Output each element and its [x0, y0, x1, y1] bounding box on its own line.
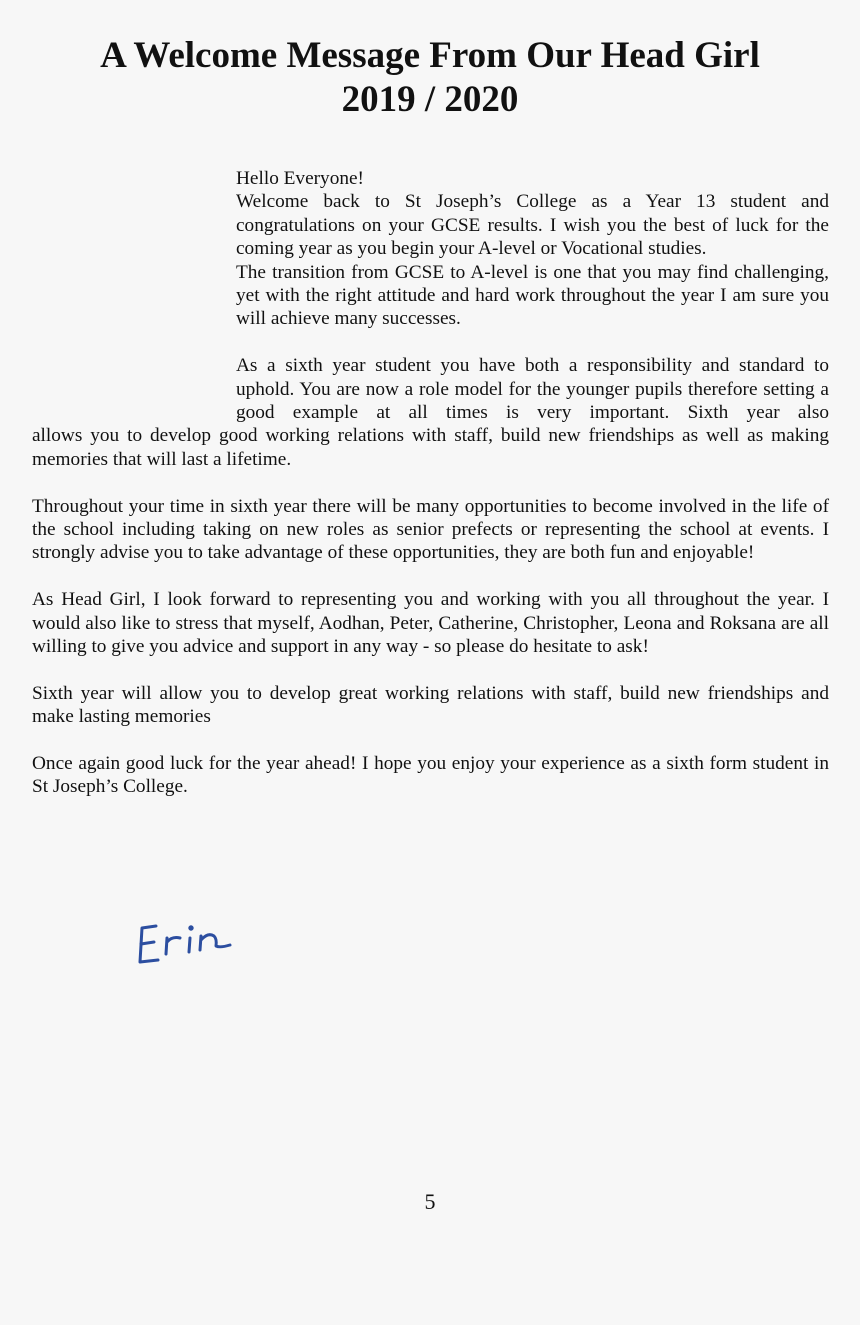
page-number: 5	[424, 1189, 436, 1214]
paragraph-transition: The transition from GCSE to A-level is one that you may find challenging, yet with the right attitude and hard work throughout the year I am sure you will achieve many successes.	[236, 261, 829, 330]
letter-body	[32, 167, 829, 799]
paragraph-head-girl: As Head Girl, I look forward to representing you and working with you all throughout the year. I would also like to stress that myself, Aodhan, Peter, Catherine, Christopher, Leona and Roksana are all willing to give you advice and support in any way - so please do hesitate to ask!	[32, 589, 829, 658]
paragraph-responsibility-end: allows you to develop good working relations with staff, build new friendships as well as making memories that will last a lifetime.	[32, 425, 829, 470]
page-title	[0, 34, 860, 122]
paragraph-gap	[32, 729, 829, 752]
paragraph-welcome: Welcome back to St Joseph’s College as a Year 13 student and congratulations on your GCSE results. I wish you the best of luck for the coming year as you begin your A-level or Vocational studies.	[236, 191, 829, 260]
page-title-line-2: 2019 / 2020	[341, 79, 519, 120]
handwritten-signature	[134, 908, 274, 972]
paragraph-gap	[32, 658, 829, 681]
page-title-line-1: A Welcome Message From Our Head Girl	[100, 35, 760, 76]
greeting: Hello Everyone!	[236, 168, 364, 189]
paragraph-closing: Once again good luck for the year ahead! I hope you enjoy your experience as a sixth form student in St Joseph’s College.	[32, 753, 829, 798]
paragraph-sixth-year: Sixth year will allow you to develop great working relations with staff, build new friendships and make lasting memories	[32, 682, 829, 728]
paragraph-gap	[32, 565, 829, 588]
paragraph-opportunities: Throughout your time in sixth year there will be many opportunities to become involved in the life of the school including taking on new roles as senior prefects or representing the school at events. I strongly advise you to take advantage of these opportunities, they are both fun and enjoyable!	[32, 495, 829, 564]
paragraph-gap	[32, 471, 829, 494]
paragraph-responsibility-start: As a sixth year student you have both a responsibility and standard to uphold. You are now a role model for the younger pupils therefore setting a good example at all times is very important. Sixth year also	[236, 355, 829, 424]
paragraph-gap	[32, 331, 829, 354]
